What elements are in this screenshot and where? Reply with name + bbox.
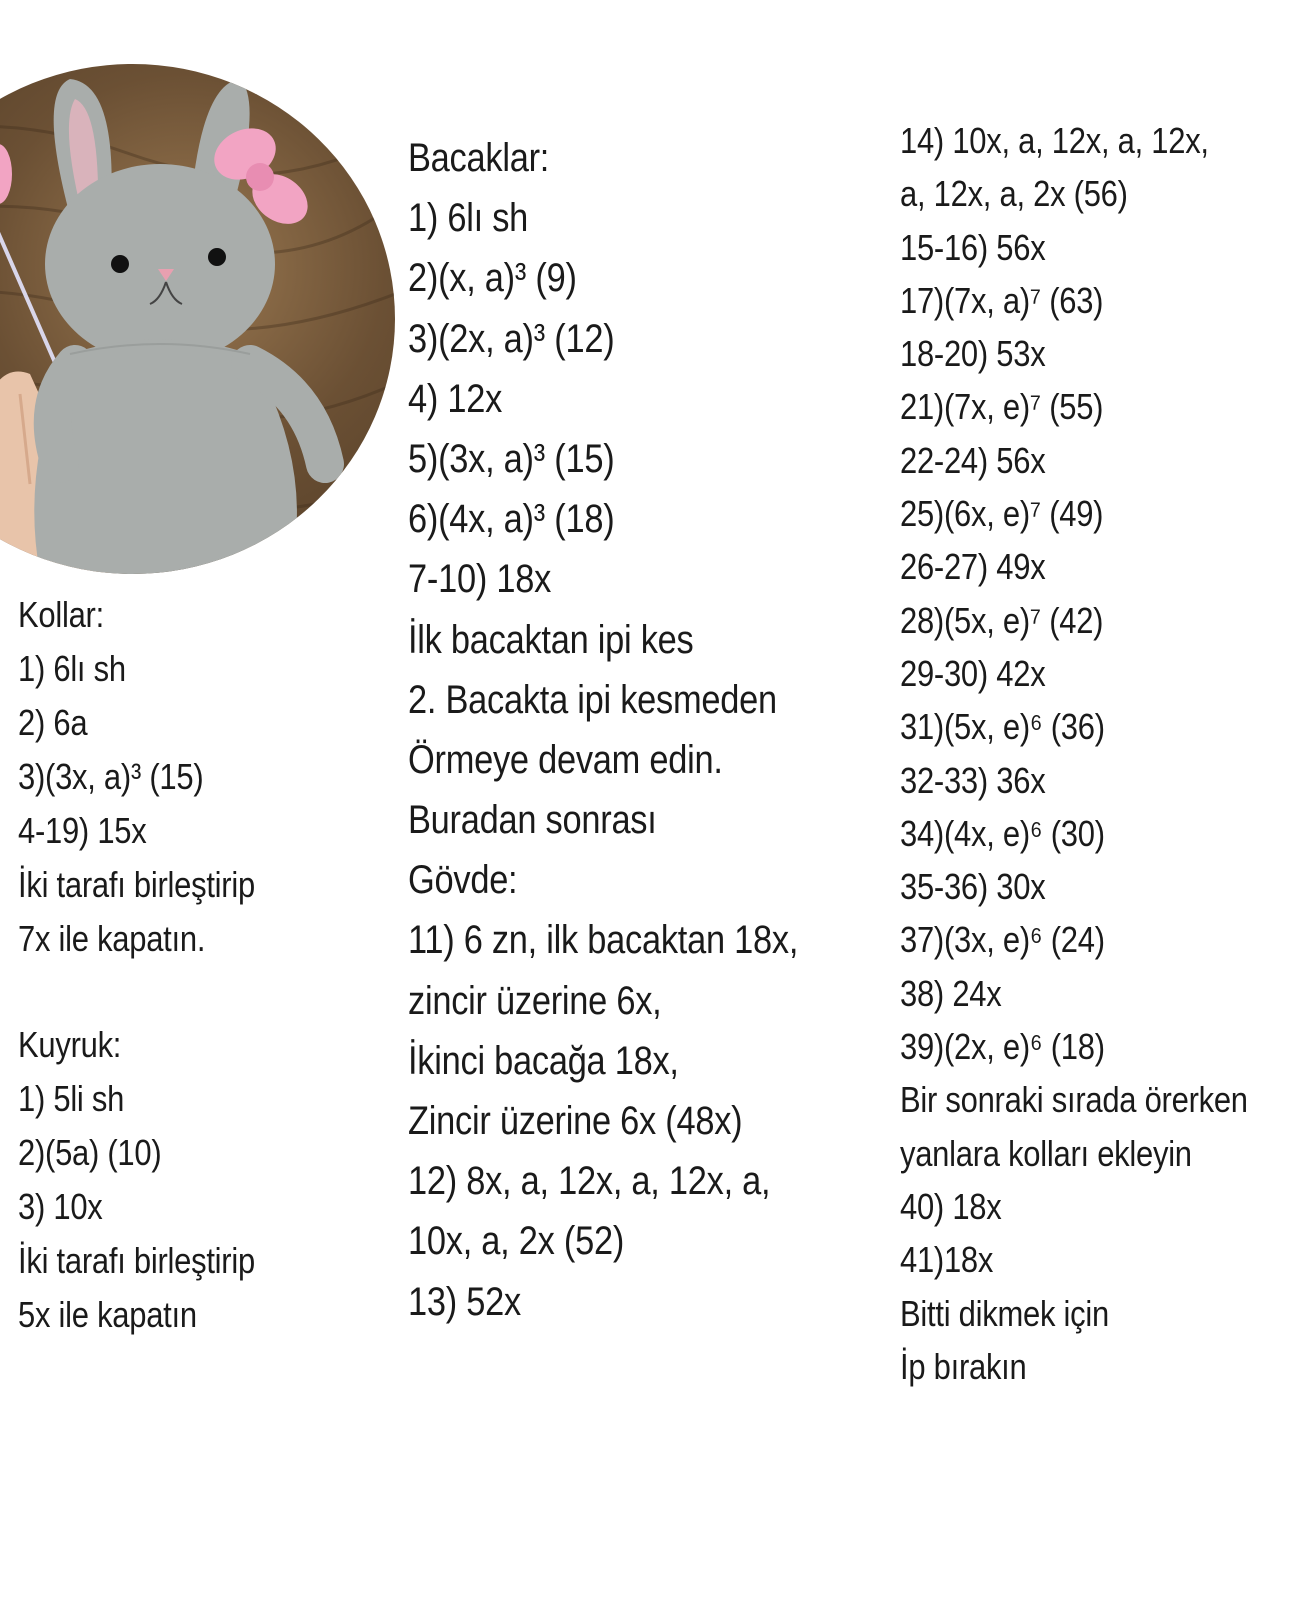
row-line-17: 38) 24x: [900, 972, 1002, 1014]
row-line-3: 15-16) 56x: [900, 226, 1046, 268]
row-line-24: İp bırakın: [900, 1345, 1027, 1387]
row-line-12: 31)(5x, e)⁶ (36): [900, 706, 1105, 748]
row-line-19: Bir sonraki sırada örerken: [900, 1079, 1248, 1121]
row-line-7: 22-24) 56x: [900, 439, 1046, 481]
row-line-22: 41)18x: [900, 1239, 994, 1281]
body-title: Gövde:: [408, 858, 518, 903]
row-line-16: 37)(3x, e)⁶ (24): [900, 919, 1105, 961]
tail-line-5: 5x ile kapatın: [18, 1294, 197, 1335]
bunny-illustration: [0, 64, 395, 574]
row-line-10: 28)(5x, e)⁷ (42): [900, 599, 1104, 641]
body-line-5: 12) 8x, a, 12x, a, 12x, a,: [408, 1159, 771, 1204]
body-continued-column: [900, 114, 1293, 1393]
row-line-23: Bitti dikmek için: [900, 1292, 1109, 1334]
tail-line-2: 2)(5a) (10): [18, 1132, 162, 1173]
row-line-4: 17)(7x, a)⁷ (63): [900, 279, 1104, 321]
arms-line-6: 7x ile kapatın.: [18, 918, 206, 959]
tail-line-1: 1) 5li sh: [18, 1078, 125, 1119]
legs-line-7: 7-10) 18x: [408, 557, 552, 602]
row-line-20: yanlara kolları ekleyin: [900, 1132, 1192, 1174]
row-line-8: 25)(6x, e)⁷ (49): [900, 493, 1104, 535]
row-line-13: 32-33) 36x: [900, 759, 1046, 801]
arms-line-1: 1) 6lı sh: [18, 648, 126, 689]
row-line-14: 34)(4x, e)⁶ (30): [900, 812, 1105, 854]
body-line-3: İkinci bacağa 18x,: [408, 1038, 679, 1083]
row-line-15: 35-36) 30x: [900, 866, 1046, 908]
legs-line-5: 5)(3x, a)³ (15): [408, 436, 615, 481]
row-line-21: 40) 18x: [900, 1185, 1002, 1227]
arms-line-3: 3)(3x, a)³ (15): [18, 756, 204, 797]
legs-line-3: 3)(2x, a)³ (12): [408, 316, 615, 361]
tail-line-3: 3) 10x: [18, 1186, 103, 1227]
legs-line-8: İlk bacaktan ipi kes: [408, 617, 694, 662]
row-line-18: 39)(2x, e)⁶ (18): [900, 1026, 1105, 1068]
row-line-9: 26-27) 49x: [900, 546, 1046, 588]
row-line-2: a, 12x, a, 2x (56): [900, 173, 1128, 215]
body-line-2: zincir üzerine 6x,: [408, 978, 662, 1023]
row-line-11: 29-30) 42x: [900, 652, 1046, 694]
legs-line-6: 6)(4x, a)³ (18): [408, 497, 615, 542]
legs-title: Bacaklar:: [408, 136, 550, 180]
arms-title: Kollar:: [18, 594, 104, 635]
arms-line-4: 4-19) 15x: [18, 810, 147, 851]
legs-line-4: 4) 12x: [408, 376, 503, 421]
row-line-6: 21)(7x, e)⁷ (55): [900, 386, 1104, 428]
row-line-1: 14) 10x, a, 12x, a, 12x,: [900, 120, 1209, 161]
legs-line-9: 2. Bacakta ipi kesmeden: [408, 677, 777, 722]
bunny-photo: [0, 64, 395, 574]
legs-line-2: 2)(x, a)³ (9): [408, 256, 577, 301]
body-line-7: 13) 52x: [408, 1279, 521, 1324]
body-line-6: 10x, a, 2x (52): [408, 1219, 625, 1264]
arms-line-2: 2) 6a: [18, 702, 88, 743]
body-line-4: Zincir üzerine 6x (48x): [408, 1099, 743, 1143]
arms-tail-column: [18, 588, 293, 1342]
tail-line-4: İki tarafı birleştirip: [18, 1240, 255, 1281]
body-line-1: 11) 6 zn, ilk bacaktan 18x,: [408, 918, 799, 963]
tail-title: Kuyruk:: [18, 1024, 122, 1065]
legs-body-column: [408, 128, 862, 1332]
legs-line-1: 1) 6lı sh: [408, 196, 529, 241]
legs-line-10: Örmeye devam edin.: [408, 737, 723, 782]
row-line-5: 18-20) 53x: [900, 333, 1046, 375]
arms-line-5: İki tarafı birleştirip: [18, 864, 255, 905]
legs-line-11: Buradan sonrası: [408, 798, 657, 843]
